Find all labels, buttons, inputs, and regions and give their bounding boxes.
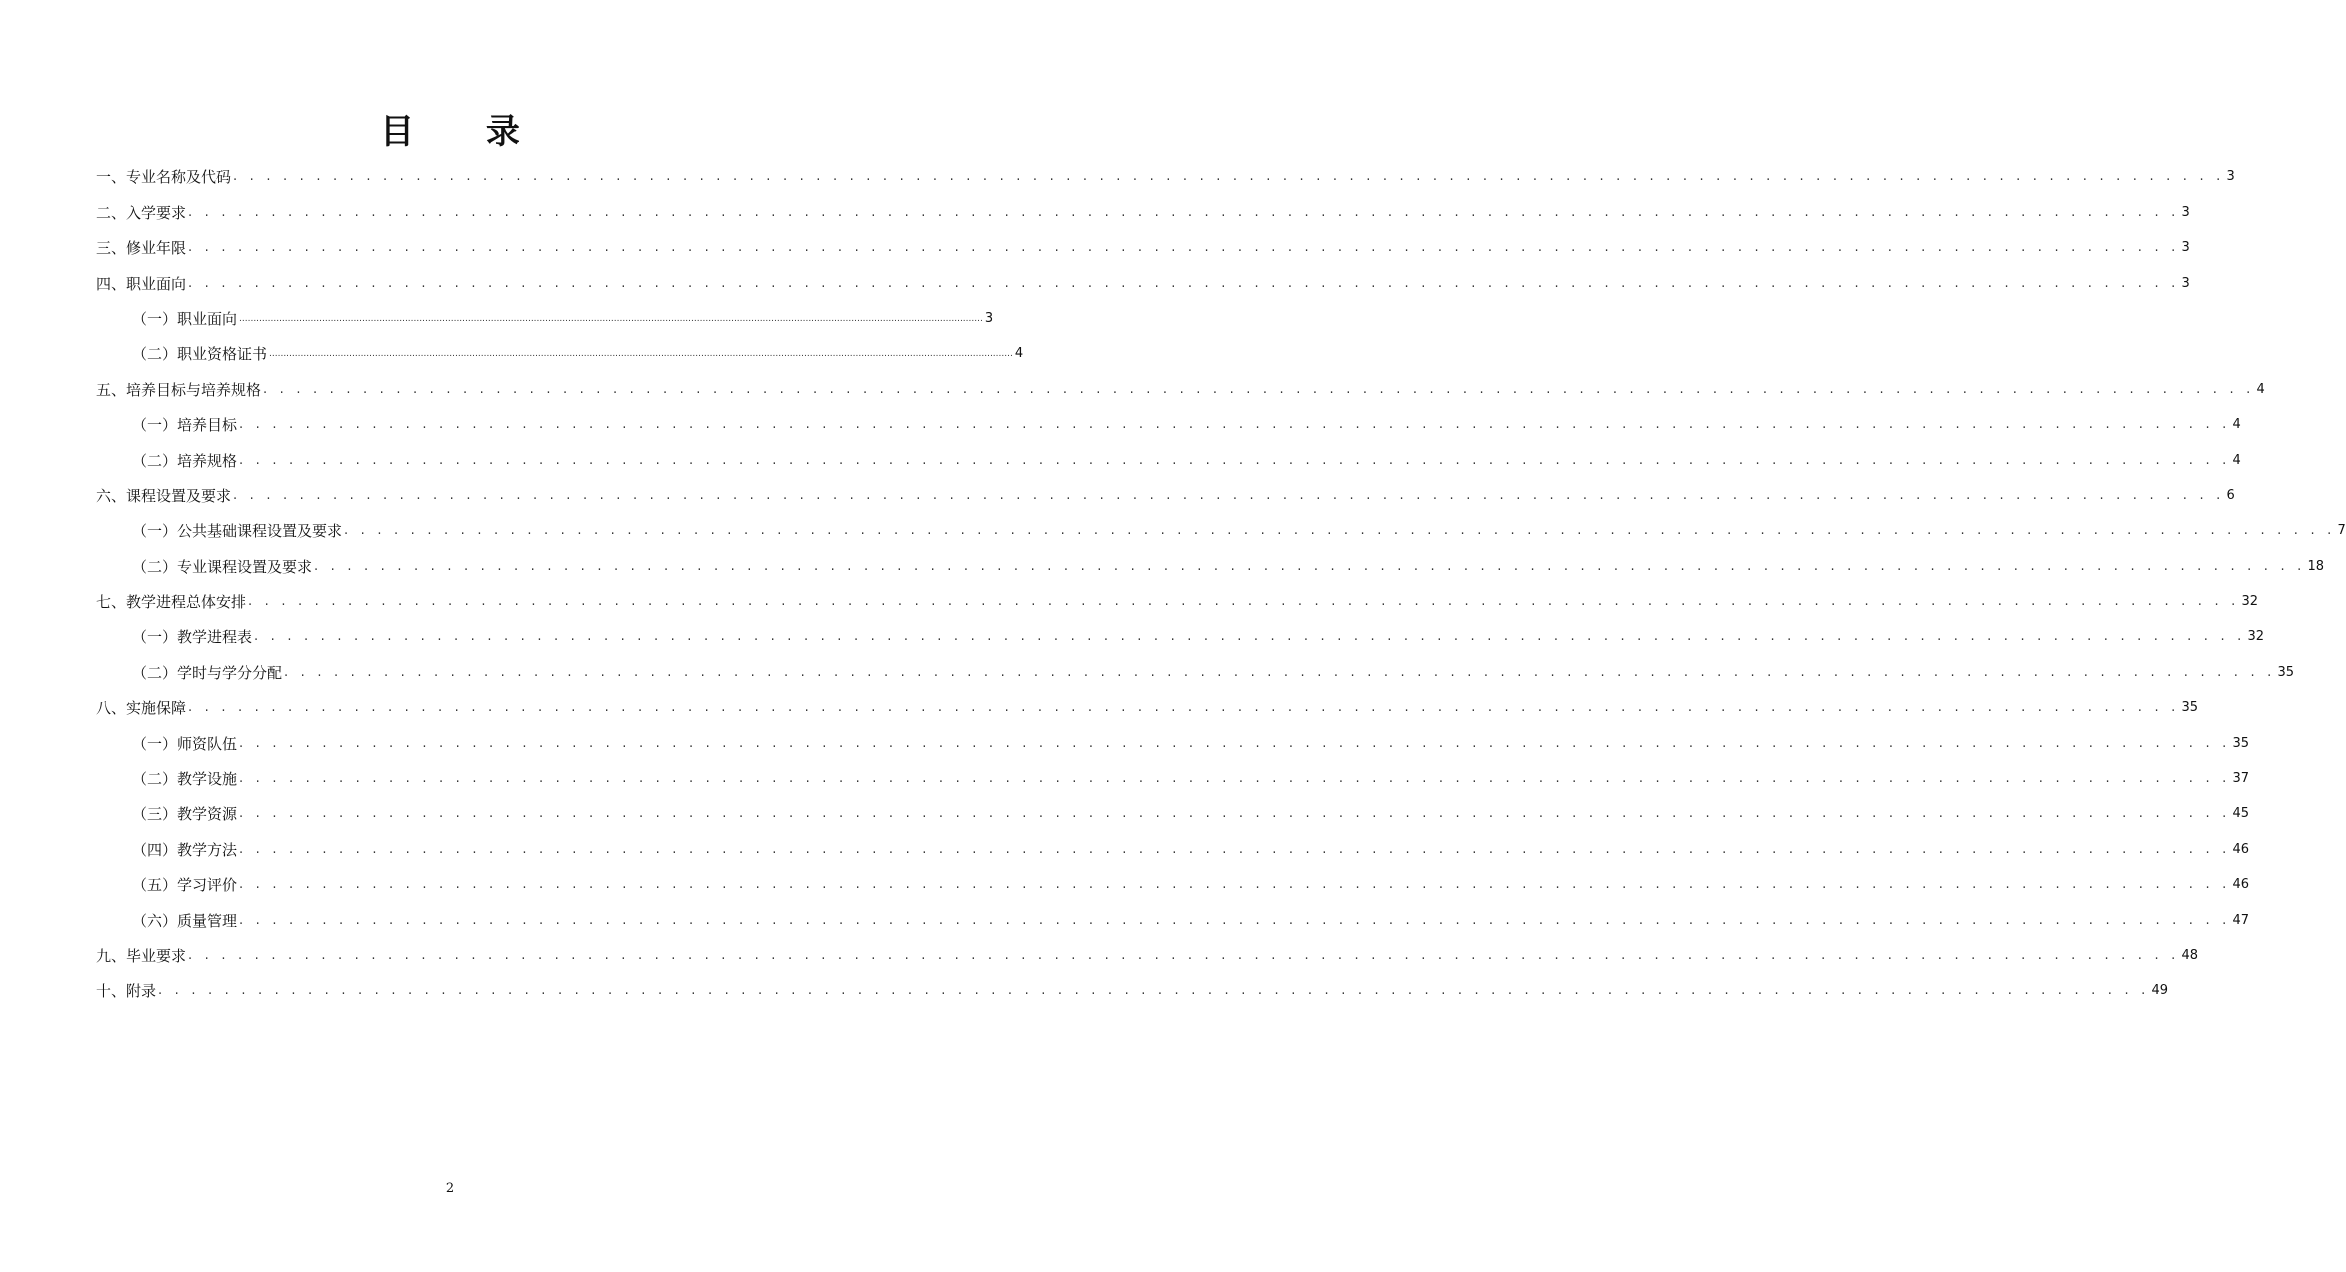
toc-entry-title: 五、培养目标与培养规格 (96, 380, 262, 399)
table-of-contents (96, 156, 2346, 1005)
toc-entry[interactable] (96, 581, 2258, 616)
toc-entry-page: 3 (2181, 204, 2190, 220)
dot-leader: . . . . . . . . . . . . . . . . . . . . . . . . . . . . . . . . . . . . . . . . . . . . . . . . . . . . . . . . . . . . . . . . . . . . . . . . . . . . . . . . . . . . . . . . . . . . . . . . . . . . . . . . . . . . . . . . . . . . . . . . (158, 983, 2150, 999)
page-title: 目 录 (380, 112, 550, 152)
toc-entry-title: （二）职业资格证书 (132, 345, 268, 364)
dot-leader: . . . . . . . . . . . . . . . . . . . . . . . . . . . . . . . . . . . . . . . . . . . . . . . . . . . . . . . . . . . . . . . . . . . . . . . . . . . . . . . . . . . . . . . . . . . . . . . . . . . . . . . . . . . . . . . . . . . . . . . . (239, 452, 2231, 468)
toc-entry[interactable] (96, 156, 2235, 191)
toc-entry-page: 35 (2232, 735, 2249, 751)
toc-entry-title: （四）教学方法 (132, 840, 238, 859)
toc-entry-title: （二）培养规格 (132, 451, 238, 470)
toc-entry-title: （三）教学资源 (132, 805, 238, 824)
dot-leader: . . . . . . . . . . . . . . . . . . . . . . . . . . . . . . . . . . . . . . . . . . . . . . . . . . . . . . . . . . . . . . . . . . . . . . . . . . . . . . . . . . . . . . . . . . . . . . . . . . . . . . . . . . . . . . . . . . . . . . . . (239, 771, 2231, 787)
toc-entry[interactable] (96, 404, 2241, 439)
toc-entry-title: （一）公共基础课程设置及要求 (132, 522, 343, 541)
toc-entry-title: 七、教学进程总体安排 (96, 593, 247, 612)
toc-entry-page: 35 (2277, 664, 2294, 680)
toc-entry-page: 32 (2247, 629, 2264, 645)
toc-entry[interactable] (96, 191, 2190, 226)
page-number: 2 (445, 1181, 455, 1196)
toc-entry-page: 45 (2232, 806, 2249, 822)
toc-entry[interactable] (96, 651, 2294, 686)
toc-entry-page: 3 (2181, 240, 2190, 256)
toc-entry-title: （一）培养目标 (132, 416, 238, 435)
dot-leader: .................................................................................................................................................................................................................................................................... (269, 349, 1013, 360)
toc-entry-page: 49 (2151, 983, 2168, 999)
toc-entry-page: 46 (2232, 841, 2249, 857)
toc-entry-title: （二）教学设施 (132, 770, 238, 789)
toc-entry-title: （一）职业面向 (132, 309, 238, 328)
toc-entry-title: （一）教学进程表 (132, 628, 253, 647)
dot-leader: . . . . . . . . . . . . . . . . . . . . . . . . . . . . . . . . . . . . . . . . . . . . . . . . . . . . . . . . . . . . . . . . . . . . . . . . . . . . . . . . . . . . . . . . . . . . . . . . . . . . . . . . . . . . . . . . . . . . . . . . (284, 664, 2276, 680)
dot-leader: . . . . . . . . . . . . . . . . . . . . . . . . . . . . . . . . . . . . . . . . . . . . . . . . . . . . . . . . . . . . . . . . . . . . . . . . . . . . . . . . . . . . . . . . . . . . . . . . . . . . . . . . . . . . . . . . . . . . . . . . (188, 240, 2180, 256)
toc-entry-page: 3 (2181, 275, 2190, 291)
toc-entry-page: 48 (2181, 947, 2198, 963)
toc-entry[interactable] (96, 368, 2265, 403)
toc-entry[interactable] (96, 227, 2190, 262)
toc-entry-title: （二）学时与学分分配 (132, 663, 283, 682)
dot-leader: . . . . . . . . . . . . . . . . . . . . . . . . . . . . . . . . . . . . . . . . . . . . . . . . . . . . . . . . . . . . . . . . . . . . . . . . . . . . . . . . . . . . . . . . . . . . . . . . . . . . . . . . . . . . . . . . . . . . . . . . (344, 523, 2336, 539)
toc-entry-title: 八、实施保障 (96, 699, 187, 718)
toc-entry-page: 6 (2226, 487, 2235, 503)
toc-entry-page: 46 (2232, 877, 2249, 893)
toc-entry-title: 一、专业名称及代码 (96, 168, 232, 187)
toc-entry[interactable] (96, 510, 2346, 545)
toc-entry[interactable] (96, 262, 2190, 297)
dot-leader: . . . . . . . . . . . . . . . . . . . . . . . . . . . . . . . . . . . . . . . . . . . . . . . . . . . . . . . . . . . . . . . . . . . . . . . . . . . . . . . . . . . . . . . . . . . . . . . . . . . . . . . . . . . . . . . . . . . . . . . . (239, 841, 2231, 857)
toc-entry-title: （一）师资队伍 (132, 734, 238, 753)
toc-entry-page: 4 (2232, 452, 2241, 468)
toc-entry-page: 37 (2232, 771, 2249, 787)
dot-leader: . . . . . . . . . . . . . . . . . . . . . . . . . . . . . . . . . . . . . . . . . . . . . . . . . . . . . . . . . . . . . . . . . . . . . . . . . . . . . . . . . . . . . . . . . . . . . . . . . . . . . . . . . . . . . . . . . . . . . . . . (248, 594, 2240, 610)
toc-entry[interactable] (96, 545, 2324, 580)
dot-leader: . . . . . . . . . . . . . . . . . . . . . . . . . . . . . . . . . . . . . . . . . . . . . . . . . . . . . . . . . . . . . . . . . . . . . . . . . . . . . . . . . . . . . . . . . . . . . . . . . . . . . . . . . . . . . . . . . . . . . . . . (239, 735, 2231, 751)
toc-entry-title: （六）质量管理 (132, 911, 238, 930)
toc-entry[interactable] (96, 864, 2249, 899)
dot-leader: . . . . . . . . . . . . . . . . . . . . . . . . . . . . . . . . . . . . . . . . . . . . . . . . . . . . . . . . . . . . . . . . . . . . . . . . . . . . . . . . . . . . . . . . . . . . . . . . . . . . . . . . . . . . . . . . . . . . . . . . (263, 381, 2255, 397)
dot-leader: . . . . . . . . . . . . . . . . . . . . . . . . . . . . . . . . . . . . . . . . . . . . . . . . . . . . . . . . . . . . . . . . . . . . . . . . . . . . . . . . . . . . . . . . . . . . . . . . . . . . . . . . . . . . . . . . . . . . . . . . (188, 275, 2180, 291)
toc-entry[interactable] (96, 475, 2235, 510)
toc-entry-page: 4 (2256, 381, 2265, 397)
dot-leader: . . . . . . . . . . . . . . . . . . . . . . . . . . . . . . . . . . . . . . . . . . . . . . . . . . . . . . . . . . . . . . . . . . . . . . . . . . . . . . . . . . . . . . . . . . . . . . . . . . . . . . . . . . . . . . . . . . . . . . . . (233, 169, 2225, 185)
toc-entry-title: （五）学习评价 (132, 876, 238, 895)
dot-leader: . . . . . . . . . . . . . . . . . . . . . . . . . . . . . . . . . . . . . . . . . . . . . . . . . . . . . . . . . . . . . . . . . . . . . . . . . . . . . . . . . . . . . . . . . . . . . . . . . . . . . . . . . . . . . . . . . . . . . . . . (254, 629, 2246, 645)
toc-entry-title: 四、职业面向 (96, 274, 187, 293)
toc-entry[interactable] (96, 722, 2249, 757)
toc-entry[interactable] (96, 793, 2249, 828)
toc-entry-page: 3 (2226, 169, 2235, 185)
toc-entry-page: 3 (984, 310, 994, 326)
toc-entry[interactable] (96, 935, 2198, 970)
toc-entry-page: 4 (1014, 346, 1024, 362)
toc-entry[interactable] (96, 899, 2249, 934)
toc-entry-page: 7 (2337, 523, 2346, 539)
toc-entry-page: 4 (2232, 417, 2241, 433)
dot-leader: . . . . . . . . . . . . . . . . . . . . . . . . . . . . . . . . . . . . . . . . . . . . . . . . . . . . . . . . . . . . . . . . . . . . . . . . . . . . . . . . . . . . . . . . . . . . . . . . . . . . . . . . . . . . . . . . . . . . . . . . (188, 700, 2180, 716)
dot-leader: . . . . . . . . . . . . . . . . . . . . . . . . . . . . . . . . . . . . . . . . . . . . . . . . . . . . . . . . . . . . . . . . . . . . . . . . . . . . . . . . . . . . . . . . . . . . . . . . . . . . . . . . . . . . . . . . . . . . . . . . (188, 947, 2180, 963)
toc-entry-page: 35 (2181, 700, 2198, 716)
dot-leader: . . . . . . . . . . . . . . . . . . . . . . . . . . . . . . . . . . . . . . . . . . . . . . . . . . . . . . . . . . . . . . . . . . . . . . . . . . . . . . . . . . . . . . . . . . . . . . . . . . . . . . . . . . . . . . . . . . . . . . . . (233, 487, 2225, 503)
toc-entry-title: 二、入学要求 (96, 203, 187, 222)
toc-entry-page: 32 (2241, 594, 2258, 610)
dot-leader: . . . . . . . . . . . . . . . . . . . . . . . . . . . . . . . . . . . . . . . . . . . . . . . . . . . . . . . . . . . . . . . . . . . . . . . . . . . . . . . . . . . . . . . . . . . . . . . . . . . . . . . . . . . . . . . . . . . . . . . . (188, 204, 2180, 220)
toc-entry-page: 47 (2232, 912, 2249, 928)
toc-entry[interactable] (96, 687, 2198, 722)
toc-entry[interactable] (96, 616, 2264, 651)
toc-entry[interactable] (96, 970, 2168, 1005)
toc-entry-title: 六、课程设置及要求 (96, 486, 232, 505)
toc-entry-page: 18 (2307, 558, 2324, 574)
dot-leader: . . . . . . . . . . . . . . . . . . . . . . . . . . . . . . . . . . . . . . . . . . . . . . . . . . . . . . . . . . . . . . . . . . . . . . . . . . . . . . . . . . . . . . . . . . . . . . . . . . . . . . . . . . . . . . . . . . . . . . . . (239, 877, 2231, 893)
toc-entry[interactable] (96, 758, 2249, 793)
toc-entry-title: 九、毕业要求 (96, 946, 187, 965)
toc-entry[interactable] (96, 333, 1024, 368)
dot-leader: . . . . . . . . . . . . . . . . . . . . . . . . . . . . . . . . . . . . . . . . . . . . . . . . . . . . . . . . . . . . . . . . . . . . . . . . . . . . . . . . . . . . . . . . . . . . . . . . . . . . . . . . . . . . . . . . . . . . . . . . (314, 558, 2306, 574)
dot-leader: . . . . . . . . . . . . . . . . . . . . . . . . . . . . . . . . . . . . . . . . . . . . . . . . . . . . . . . . . . . . . . . . . . . . . . . . . . . . . . . . . . . . . . . . . . . . . . . . . . . . . . . . . . . . . . . . . . . . . . . . (239, 912, 2231, 928)
toc-entry[interactable] (96, 298, 994, 333)
toc-entry[interactable] (96, 828, 2249, 863)
toc-entry[interactable] (96, 439, 2241, 474)
toc-entry-title: （二）专业课程设置及要求 (132, 557, 313, 576)
toc-entry-title: 三、修业年限 (96, 239, 187, 258)
dot-leader: . . . . . . . . . . . . . . . . . . . . . . . . . . . . . . . . . . . . . . . . . . . . . . . . . . . . . . . . . . . . . . . . . . . . . . . . . . . . . . . . . . . . . . . . . . . . . . . . . . . . . . . . . . . . . . . . . . . . . . . . (239, 417, 2231, 433)
dot-leader: . . . . . . . . . . . . . . . . . . . . . . . . . . . . . . . . . . . . . . . . . . . . . . . . . . . . . . . . . . . . . . . . . . . . . . . . . . . . . . . . . . . . . . . . . . . . . . . . . . . . . . . . . . . . . . . . . . . . . . . . (239, 806, 2231, 822)
dot-leader: .................................................................................................................................................................................................................................................................... (239, 313, 983, 324)
toc-entry-title: 十、附录 (96, 982, 157, 1001)
